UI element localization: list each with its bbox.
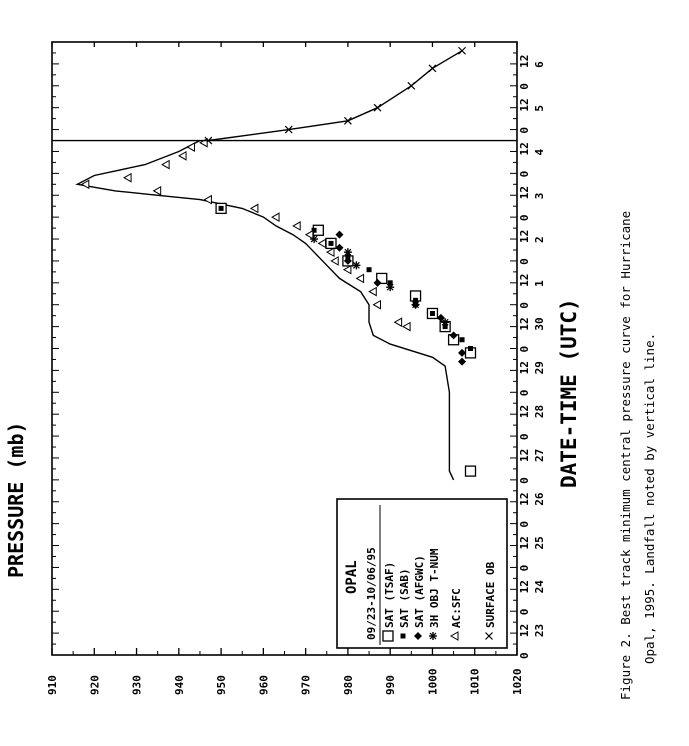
data-series bbox=[77, 47, 475, 480]
hour-tick-label: 12 bbox=[518, 273, 531, 287]
pressure-tick-label: 980 bbox=[341, 675, 355, 695]
legend-entry-label: SAT (SAB) bbox=[398, 568, 411, 628]
tnum-marker bbox=[344, 248, 352, 256]
sab-marker bbox=[430, 311, 435, 316]
hour-tick-label: 12 bbox=[518, 317, 531, 331]
hour-tick-label: 0 bbox=[518, 652, 531, 659]
acsfc-marker bbox=[154, 187, 161, 195]
caption-line-2: Opal, 1995. Landfall noted by vertical line. bbox=[642, 332, 657, 664]
acsfc-marker bbox=[251, 204, 258, 212]
pressure-tick-label: 1020 bbox=[511, 668, 524, 695]
hour-tick-label: 12 bbox=[518, 361, 531, 375]
hour-tick-label: 0 bbox=[518, 564, 531, 572]
series-sat-afgwc- bbox=[335, 231, 466, 366]
legend-period: 09/23-10/06/95 bbox=[365, 547, 378, 640]
tsaf-marker bbox=[383, 631, 393, 641]
hour-tick-label: 12 bbox=[518, 98, 531, 112]
hour-tick-label: 0 bbox=[518, 126, 531, 134]
pressure-tick-label: 990 bbox=[384, 675, 398, 695]
afgwc-marker bbox=[458, 358, 466, 366]
acsfc-marker bbox=[374, 301, 381, 309]
hour-tick-label: 0 bbox=[518, 433, 531, 441]
legend-entry-label: AC:SFC bbox=[450, 588, 463, 628]
pressure-tick-label: 960 bbox=[257, 675, 271, 695]
hour-tick-label: 12 bbox=[518, 448, 531, 462]
day-tick-label: 29 bbox=[533, 361, 546, 375]
acsfc-marker bbox=[403, 323, 410, 331]
day-tick-label: 1 bbox=[533, 280, 546, 287]
day-tick-label: 3 bbox=[533, 192, 546, 200]
surface-ob-marker bbox=[374, 104, 381, 111]
day-tick-label: 25 bbox=[533, 536, 546, 550]
tsaf-marker bbox=[466, 466, 476, 476]
acsfc-marker bbox=[357, 274, 364, 282]
acsfc-marker bbox=[293, 222, 300, 230]
sab-marker bbox=[219, 206, 224, 211]
day-tick-label: 23 bbox=[533, 623, 546, 638]
figure-caption bbox=[614, 44, 684, 704]
hour-tick-label: 0 bbox=[518, 170, 531, 178]
sab-marker bbox=[401, 634, 406, 639]
legend-entry-label: SAT (TSAF) bbox=[383, 561, 396, 628]
series-sat-sab- bbox=[219, 206, 473, 351]
tnum-marker bbox=[429, 632, 437, 640]
acsfc-marker bbox=[179, 152, 186, 160]
series-sat-tsaf- bbox=[216, 203, 475, 476]
hour-tick-label: 0 bbox=[518, 477, 531, 484]
surface-ob-marker bbox=[429, 65, 436, 72]
acsfc-marker bbox=[369, 288, 376, 296]
acsfc-marker bbox=[124, 174, 131, 182]
acsfc-marker bbox=[344, 266, 351, 274]
day-tick-label: 2 bbox=[533, 236, 546, 244]
afgwc-marker bbox=[458, 349, 466, 357]
acsfc-marker bbox=[188, 143, 195, 151]
hour-tick-label: 12 bbox=[518, 229, 531, 244]
series-best-track bbox=[77, 141, 453, 480]
sab-marker bbox=[468, 346, 473, 351]
series-surface-ob bbox=[205, 47, 466, 144]
surface-ob-line bbox=[208, 51, 462, 141]
hour-tick-label: 12 bbox=[518, 580, 531, 594]
day-tick-label: 5 bbox=[533, 105, 546, 112]
tnum-marker bbox=[352, 261, 360, 269]
sab-marker bbox=[460, 337, 465, 342]
x-axis-label: DATE-TIME (UTC) bbox=[557, 298, 581, 488]
pressure-tick-label: 910 bbox=[46, 675, 59, 695]
pressure-tick-label: 950 bbox=[215, 675, 229, 695]
hour-tick-label: 12 bbox=[518, 623, 531, 638]
pressure-tick-label: 940 bbox=[172, 675, 186, 695]
day-tick-label: 28 bbox=[533, 404, 546, 419]
afgwc-marker bbox=[335, 231, 343, 239]
best-track-line bbox=[77, 141, 453, 480]
afgwc-marker bbox=[335, 244, 343, 252]
acsfc-marker bbox=[162, 161, 169, 169]
hour-tick-label: 12 bbox=[518, 492, 531, 506]
hour-tick-label: 12 bbox=[518, 186, 531, 200]
acsfc-marker bbox=[327, 248, 334, 256]
acsfc-marker bbox=[331, 257, 338, 265]
hour-tick-label: 0 bbox=[518, 214, 531, 222]
hour-tick-label: 0 bbox=[518, 389, 531, 397]
hour-tick-label: 0 bbox=[518, 302, 531, 309]
hour-tick-label: 12 bbox=[518, 142, 531, 156]
day-tick-label: 4 bbox=[533, 148, 546, 156]
tnum-marker bbox=[441, 318, 449, 326]
hour-tick-label: 12 bbox=[518, 404, 531, 419]
hour-tick-label: 0 bbox=[518, 345, 531, 353]
day-tick-label: 26 bbox=[533, 492, 546, 506]
pressure-tick-label: 970 bbox=[299, 675, 313, 695]
pressure-tick-label: 1010 bbox=[468, 668, 482, 695]
legend bbox=[337, 499, 507, 648]
tnum-marker bbox=[412, 301, 420, 309]
acsfc-marker bbox=[272, 213, 279, 221]
hour-tick-label: 0 bbox=[518, 83, 531, 90]
y-axis-label: PRESSURE (mb) bbox=[4, 421, 28, 578]
hour-tick-label: 0 bbox=[518, 521, 531, 528]
hour-tick-label: 0 bbox=[518, 608, 531, 616]
legend-entry-label: 3H OBJ T-NUM bbox=[428, 548, 441, 628]
surface-ob-marker bbox=[408, 82, 415, 89]
acsfc-marker bbox=[204, 196, 211, 204]
day-tick-label: 30 bbox=[533, 317, 546, 331]
legend-entry-label: SAT (AFGWC) bbox=[413, 555, 426, 628]
pressure-tick-label: 920 bbox=[88, 675, 102, 695]
caption-line-1: Figure 2. Best track minimum central pressure curve for Hurricane bbox=[618, 210, 633, 700]
day-tick-label: 6 bbox=[533, 61, 546, 68]
hour-tick-label: 0 bbox=[518, 258, 531, 265]
sab-marker bbox=[367, 267, 372, 272]
day-tick-label: 27 bbox=[533, 448, 546, 462]
legend-entry-label: SURFACE OB bbox=[484, 561, 497, 628]
day-tick-label: 24 bbox=[533, 580, 546, 594]
pressure-tick-label: 930 bbox=[130, 675, 144, 695]
hour-tick-label: 12 bbox=[518, 536, 531, 550]
sab-marker bbox=[329, 241, 334, 246]
surface-ob-marker bbox=[459, 47, 466, 54]
hour-tick-label: 12 bbox=[518, 54, 531, 68]
acsfc-marker bbox=[306, 231, 313, 239]
legend-title: OPAL bbox=[344, 560, 360, 594]
acsfc-marker bbox=[395, 318, 402, 326]
acsfc-marker bbox=[319, 239, 326, 247]
tnum-marker bbox=[386, 283, 394, 291]
pressure-tick-label: 1000 bbox=[426, 668, 440, 695]
